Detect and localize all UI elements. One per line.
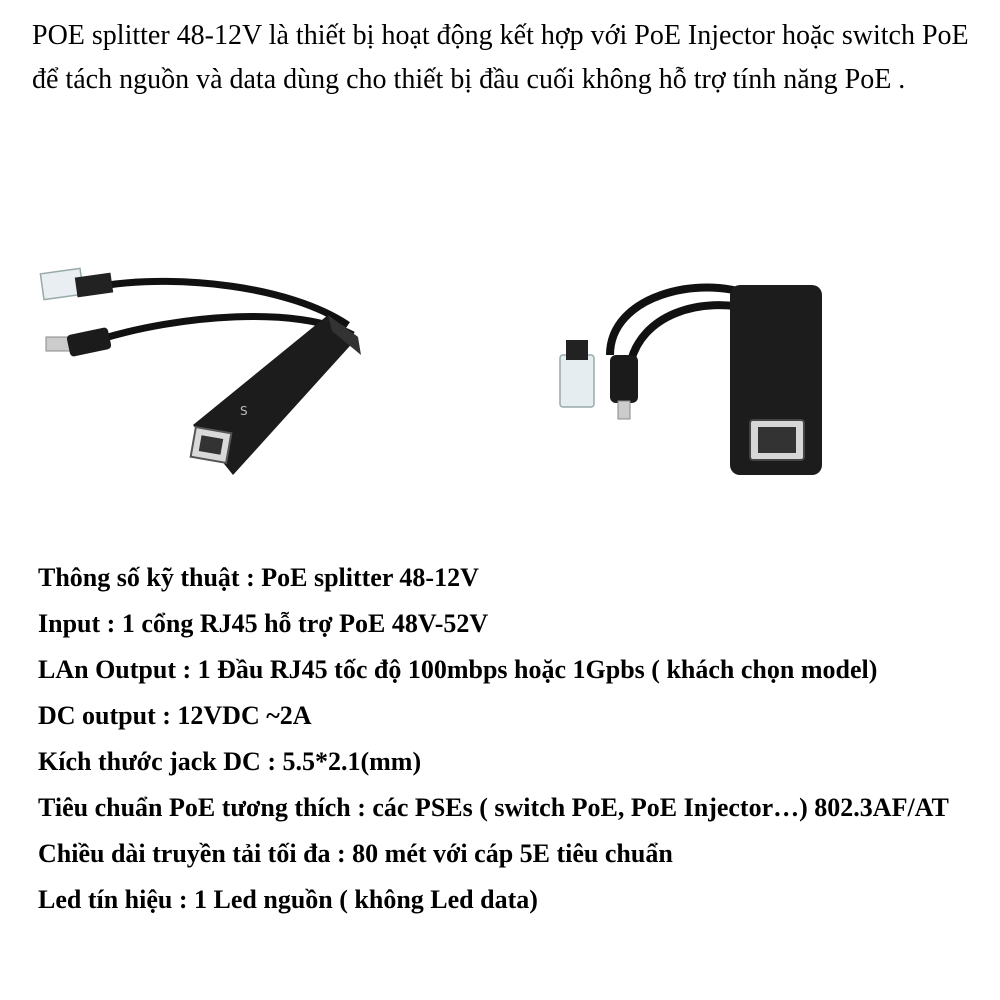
spec-item-max-distance: Chiều dài truyền tải tối đa : 80 mét với cáp 5E tiêu chuẩn: [38, 839, 673, 868]
spec-item-input: Input : 1 cổng RJ45 hỗ trợ PoE 48V-52V: [38, 609, 489, 638]
product-image-splitter-angled: [28, 255, 368, 495]
spec-item-poe-standard: Tiêu chuẩn PoE tương thích : các PSEs ( switch PoE, PoE Injector…) 802.3AF/AT: [38, 793, 949, 822]
spec-item-title: Thông số kỹ thuật : PoE splitter 48-12V: [38, 563, 479, 592]
spec-item-lan-output: LAn Output : 1 Đầu RJ45 tốc độ 100mbps hoặc 1Gpbs ( khách chọn model): [38, 655, 878, 684]
spec-item-led: Led tín hiệu : 1 Led nguồn ( không Led data): [38, 885, 538, 914]
spec-list: [38, 555, 978, 923]
product-image-splitter-front: [550, 255, 850, 495]
spec-item-dc-output: DC output : 12VDC ~2A: [38, 701, 312, 730]
image-label: S: [240, 404, 248, 418]
intro-paragraph: POE splitter 48-12V là thiết bị hoạt động kết hợp với PoE Injector hoặc switch PoE để tách nguồn và data dùng cho thiết bị đầu cuối không hỗ trợ tính năng PoE .: [32, 20, 969, 95]
spec-item-dc-jack: Kích thước jack DC : 5.5*2.1(mm): [38, 747, 422, 776]
